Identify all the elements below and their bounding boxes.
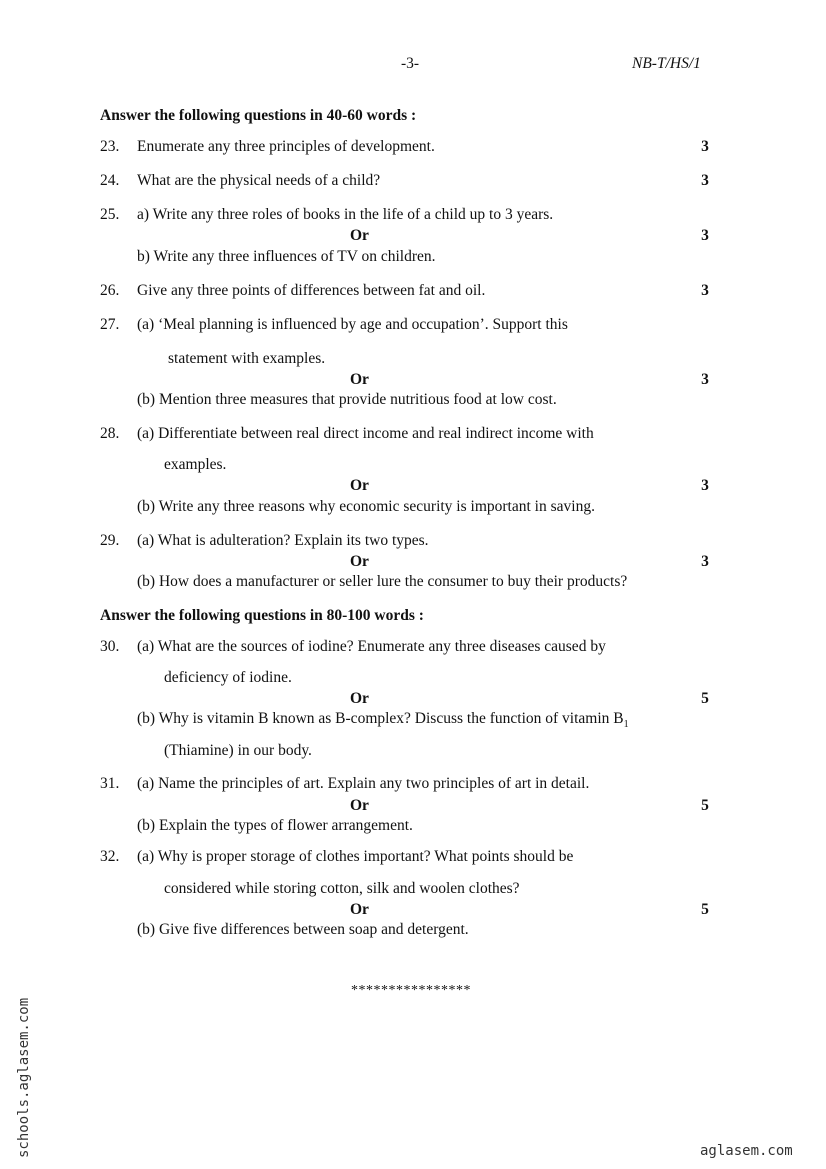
side-watermark: schools.aglasem.com [16, 997, 32, 1158]
or-label: Or [350, 797, 369, 814]
question-option-a-continued: examples. [164, 456, 227, 473]
question-number: 32. [100, 848, 120, 865]
question-text: What are the physical needs of a child? [137, 172, 381, 189]
marks: 3 [701, 138, 709, 155]
question-text: Enumerate any three principles of development. [137, 138, 435, 155]
paper-code: NB-T/HS/1 [632, 55, 701, 72]
question-option-a: (a) Differentiate between real direct income and real indirect income with [137, 425, 594, 442]
question-option-b: (b) How does a manufacturer or seller lure the consumer to buy their products? [137, 573, 628, 590]
question-option-b: (b) Write any three reasons why economic security is important in saving. [137, 498, 595, 515]
marks: 5 [701, 797, 709, 814]
page-number: -3- [401, 55, 420, 72]
question-number: 31. [100, 775, 120, 792]
question-option-b: (b) Mention three measures that provide nutritious food at low cost. [137, 391, 557, 408]
question-number: 26. [100, 282, 120, 299]
question-number: 24. [100, 172, 120, 189]
marks: 3 [701, 477, 709, 494]
marks: 3 [701, 282, 709, 299]
question-number: 29. [100, 532, 120, 549]
question-number: 27. [100, 316, 120, 333]
question-option-b [137, 710, 629, 730]
question-option-a-continued: considered while storing cotton, silk and woolen clothes? [164, 880, 520, 897]
end-of-paper-marker: **************** [351, 983, 471, 998]
or-label: Or [350, 901, 369, 918]
question-option-a: a) Write any three roles of books in the life of a child up to 3 years. [137, 206, 554, 223]
marks: 3 [701, 371, 709, 388]
question-option-b-text: (b) Why is vitamin B known as B-complex? Discuss the function of vitamin B [137, 710, 624, 727]
question-number: 23. [100, 138, 120, 155]
footer-watermark: aglasem.com [700, 1143, 793, 1159]
question-number: 25. [100, 206, 120, 223]
question-option-a: (a) Why is proper storage of clothes important? What points should be [137, 848, 574, 865]
or-label: Or [350, 227, 369, 244]
question-option-b: b) Write any three influences of TV on children. [137, 248, 436, 265]
question-number: 28. [100, 425, 120, 442]
question-option-a: (a) What are the sources of iodine? Enumerate any three diseases caused by [137, 638, 606, 655]
question-option-b: (b) Explain the types of flower arrangement. [137, 817, 413, 834]
marks: 3 [701, 172, 709, 189]
question-option-a-continued: deficiency of iodine. [164, 669, 292, 686]
or-label: Or [350, 553, 369, 570]
question-option-b: (b) Give five differences between soap and detergent. [137, 921, 469, 938]
question-text: Give any three points of differences between fat and oil. [137, 282, 486, 299]
or-label: Or [350, 477, 369, 494]
or-label: Or [350, 371, 369, 388]
question-option-a-continued: statement with examples. [168, 350, 326, 367]
section-heading-short: Answer the following questions in 40-60 words : [100, 107, 417, 124]
subscript: 1 [623, 719, 629, 731]
section-heading-long: Answer the following questions in 80-100 words : [100, 607, 424, 624]
marks: 5 [701, 690, 709, 707]
marks: 3 [701, 553, 709, 570]
or-label: Or [350, 690, 369, 707]
question-option-a: (a) ‘Meal planning is influenced by age and occupation’. Support this [137, 316, 568, 333]
question-option-a: (a) What is adulteration? Explain its two types. [137, 532, 429, 549]
question-number: 30. [100, 638, 120, 655]
question-option-b-continued: (Thiamine) in our body. [164, 742, 312, 759]
marks: 3 [701, 227, 709, 244]
marks: 5 [701, 901, 709, 918]
question-option-a: (a) Name the principles of art. Explain any two principles of art in detail. [137, 775, 590, 792]
